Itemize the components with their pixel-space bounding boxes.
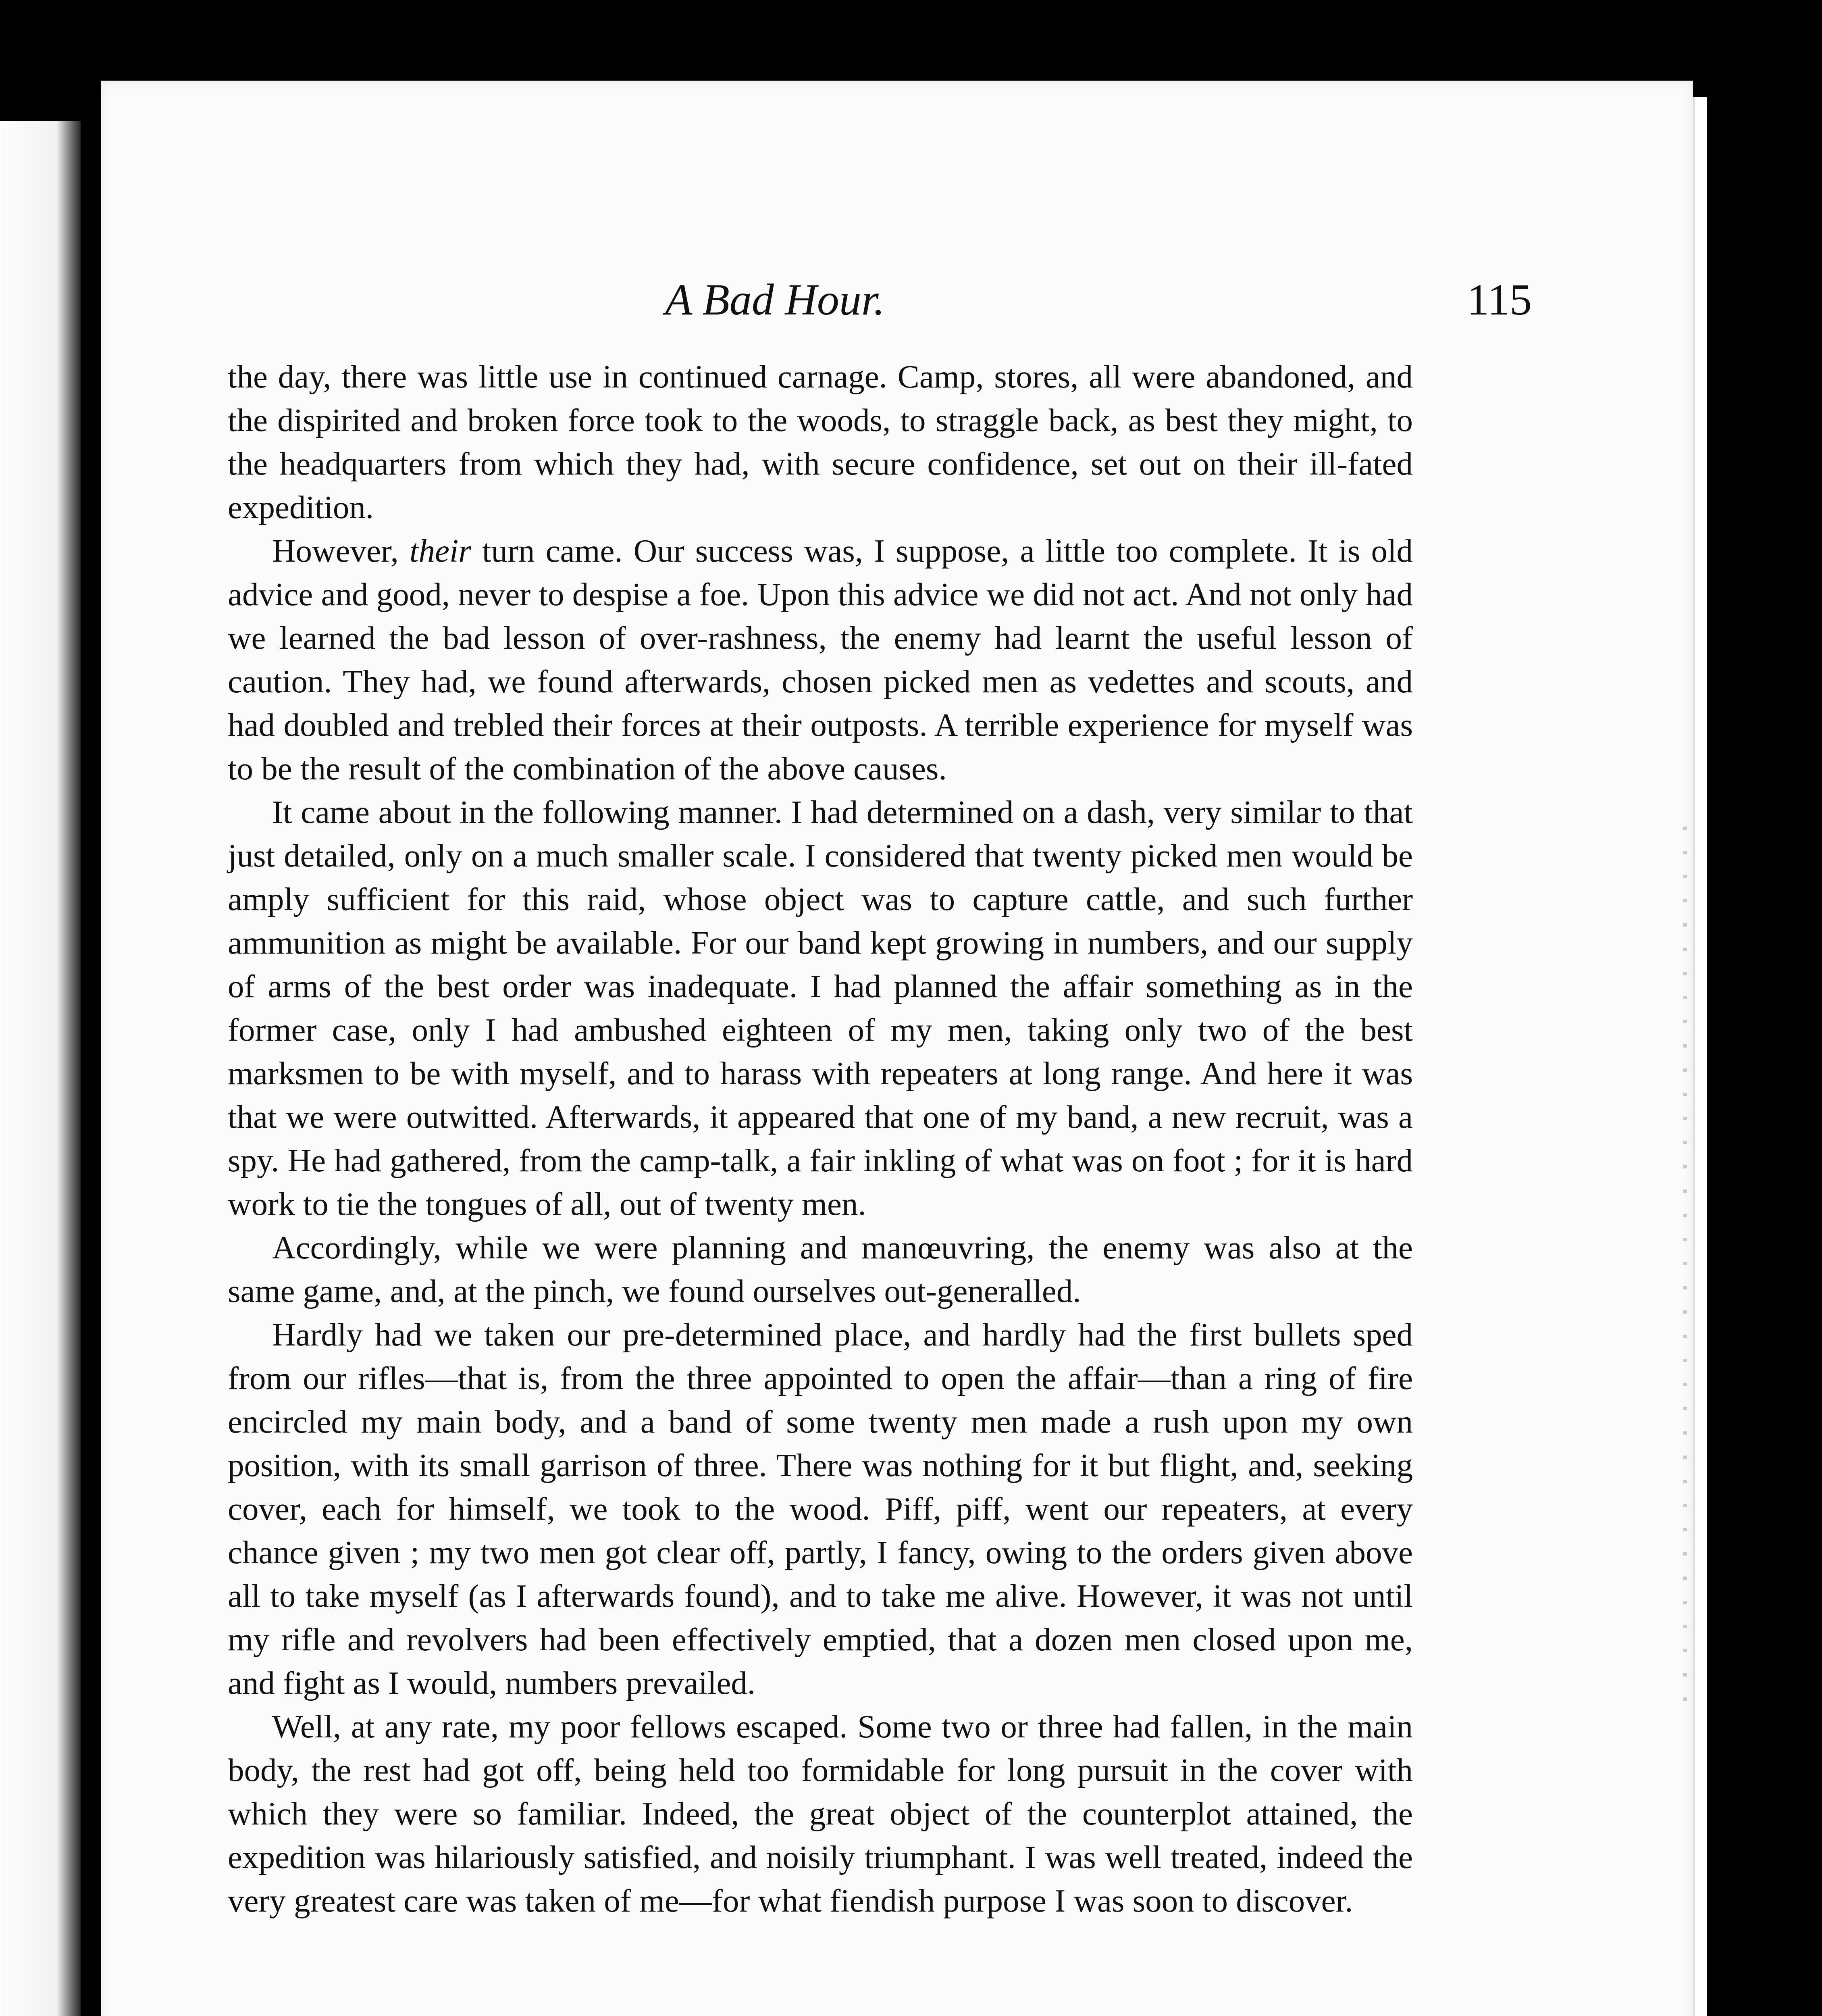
- text-run: turn came. Our success was, I suppose, a little too complete. It is old advice and good, never to despise a foe. Upon this advice we did not act. And not only had we learned the bad lesson of over-rashness, the enemy had learnt the useful lesson of caution. They had, we found afterwards, chosen picked men as vedettes and scouts, and had doubled and trebled their forces at their outposts. A terrible experience for myself was to be the result of the combination of the above causes.: [228, 533, 1413, 787]
- text-run: Accordingly, while we were planning and manœuvring, the enemy was also at the same game, and, at the pinch, we found ourselves out-generalled.: [228, 1229, 1413, 1309]
- italic-text: their: [409, 533, 471, 569]
- paragraph: [228, 790, 1413, 1226]
- paragraph: [228, 355, 1413, 529]
- text-run: Well, at any rate, my poor fellows escaped. Some two or three had fallen, in the main body, the rest had got off, being held too formidable for long pursuit in the cover with which they were so familiar. Indeed, the great object of the counterplot attained, the expedition was hilariously satisfied, and noisily triumphant. I was well treated, indeed the very greatest care was taken of me—for what fiendish purpose I was soon to discover.: [228, 1708, 1413, 1919]
- body-text: [228, 355, 1413, 1922]
- paragraph: [228, 529, 1413, 790]
- page-edge: [1693, 97, 1707, 2016]
- book-spine-edge: [0, 121, 81, 2016]
- page-number: 115: [1467, 275, 1532, 324]
- paragraph: [228, 1226, 1413, 1313]
- text-run: It came about in the following manner. I had determined on a dash, very similar to that just detailed, only on a much smaller scale. I considered that twenty picked men would be amply sufficient for this raid, whose object was to capture cattle, and such further ammunition as might be available. For our band kept growing in numbers, and our supply of arms of the best order was inadequate. I had planned the affair something as in the former case, only I had ambushed eighteen of my men, taking only two of the best marksmen to be with myself, and to harass with repeaters at long range. And here it was that we were outwitted. Afterwards, it appeared that one of my band, a new recruit, was a spy. He had gathered, from the camp-talk, a fair inkling of what was on foot ; for it is hard work to tie the tongues of all, out of twenty men.: [228, 794, 1413, 1222]
- page-header: [121, 177, 1532, 324]
- text-run: However,: [272, 533, 410, 569]
- text-run: Hardly had we taken our pre-determined place, and hardly had the first bullets sped from our rifles—that is, from the three appointed to open the affair—than a ring of fire encircled my main body, and a band of some twenty men made a rush upon my own position, with its small garrison of three. There was nothing for it but flight, and, seeking cover, each for himself, we took to the wood. Piff, piff, went our repeaters, at every chance given ; my two men got clear off, partly, I fancy, owing to the orders given above all to take myself (as I afterwards found), and to take me alive. However, it was not until my rifle and revolvers had been effectively emptied, that a dozen men closed upon me, and fight as I would, numbers prevailed.: [228, 1316, 1413, 1701]
- paragraph: [228, 1313, 1413, 1705]
- running-title: A Bad Hour.: [665, 275, 885, 324]
- text-run: the day, there was little use in continued carnage. Camp, stores, all were abandoned, and the dispirited and broken force took to the woods, to straggle back, as best they might, to the headquarters from which they had, with secure confidence, set out on their ill-fated expedition.: [228, 358, 1413, 525]
- page-speckles: [1683, 827, 1687, 1714]
- paragraph: [228, 1705, 1413, 1922]
